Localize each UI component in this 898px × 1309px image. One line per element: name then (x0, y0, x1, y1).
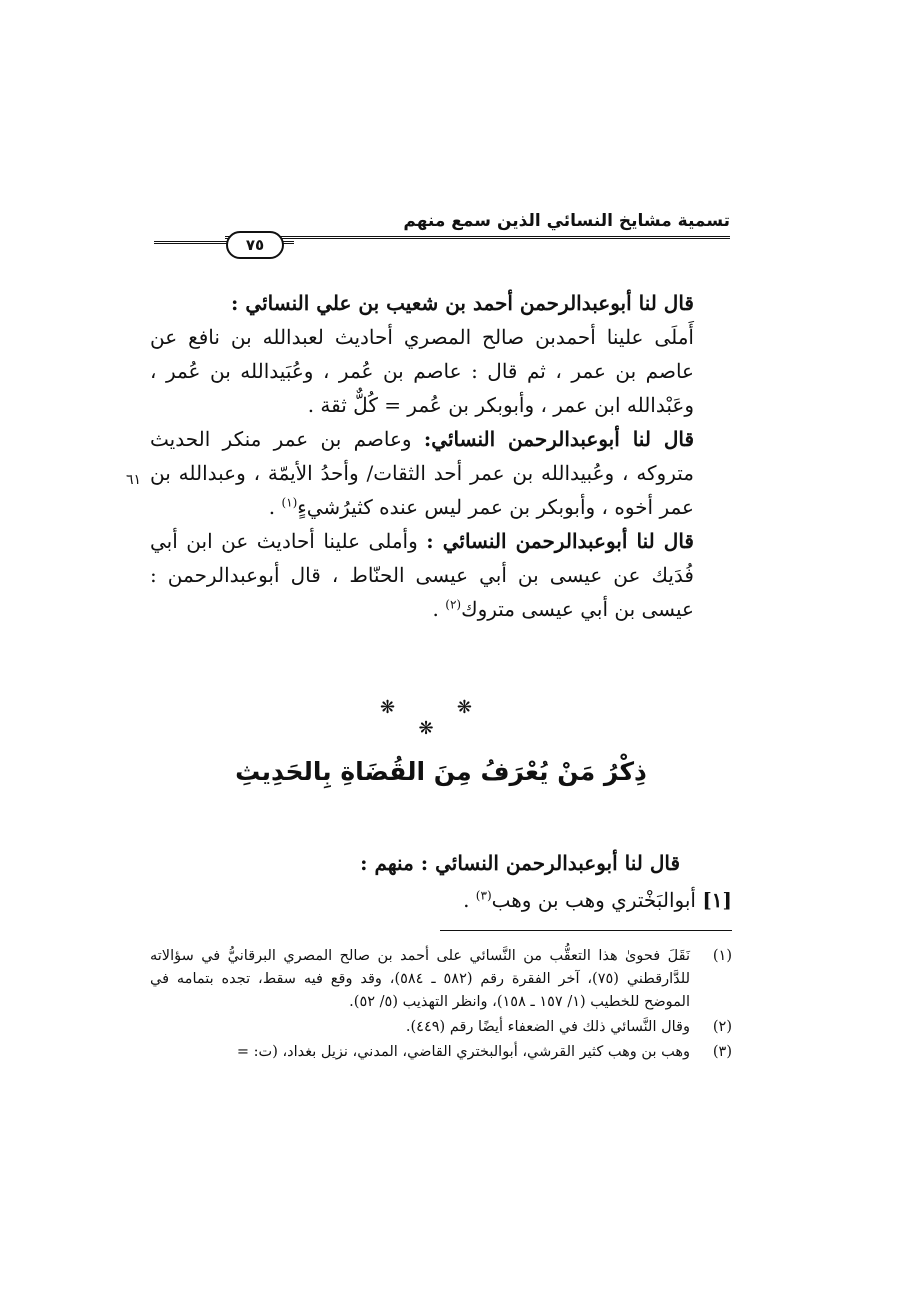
footnote-text: نَقَلَ فحوىٰ هذا التعقُّب من النَّسائي على أحمد بن صالح المصري البرقانيُّ في سؤالاته للدَّارقطني (٧٥)، آخر الفقرة رقم (٥٨٢ ـ ٥٨٤)، وقد وقع فيه سقط، تجده بتمامه في الموضح للخطيب (١/ ١٥٧ ـ ١٥٨)، وانظر التهذيب (٥/ ٥٢). (150, 948, 690, 1010)
page-number: ٧٥ (226, 231, 284, 259)
footnote-ref[interactable]: (١) (281, 495, 298, 510)
running-title: تسمية مشايخ النسائي الذين سمع منهم (403, 211, 730, 231)
entry-end: . (463, 888, 476, 912)
paragraph-end: . (432, 597, 446, 621)
entry-text: أبوالبَخْتري وهب بن وهب (491, 888, 696, 912)
paragraph-text: أَملَى علينا أحمدبن صالح المصري أحاديث لعبدالله بن نافع عن عاصم بن عمر ، ثم قال : عاصم بن عُمر ، وعُبَيدالله بن عُمر ، وعَبْدالله ابن عمر ، وأبوبكر بن عُمر = كُلٌّ ثقة . (150, 325, 694, 417)
entry-number: [١] (702, 888, 732, 912)
paragraph-text: وأملى علينا أحاديث عن ابن أبي فُدَيك عن عيسى بن أبي عيسى الحنّاط ، قال أبوعبدالرحمن : عيسى بن أبي عيسى متروك (150, 529, 694, 621)
paragraph-lead: قال لنا أبوعبدالرحمن النسائي: (423, 427, 695, 451)
section-intro (340, 845, 680, 881)
footnote (150, 1041, 732, 1064)
section-intro-text: قال لنا أبوعبدالرحمن النسائي : منهم : (360, 851, 680, 875)
footnote-number: (١) (712, 948, 732, 964)
paragraph-lead: قال لنا أبوعبدالرحمن النسائي : (426, 529, 694, 553)
section-separator: ❋ ❋ ❋ (380, 697, 500, 739)
main-text (150, 286, 732, 626)
footnote-ref[interactable]: (٢) (445, 597, 462, 612)
paragraph-text: وعاصم بن عمر منكر الحديث متروكه ، وعُبيدالله بن عمر أحد الثقات/ وأحدُ الأيمّة ، وعبدالله بن عمر أخوه ، وأبوبكر بن عمر ليس عنده كثيرُشيءٍ (150, 427, 694, 519)
footnote-number: (٣) (712, 1044, 732, 1060)
footnote (150, 1016, 732, 1039)
entry-line (340, 882, 732, 918)
footnote-text: وهب بن وهب كثير القرشي، أبوالبختري القاضي، المدني، نزيل بغداد، (ت: = (236, 1044, 690, 1060)
footnote-number: (٢) (712, 1019, 732, 1035)
paragraph-3 (150, 524, 732, 626)
page-number-ornament (154, 231, 294, 257)
paragraph-2 (150, 422, 732, 524)
footnotes (150, 945, 732, 1066)
footnote-text: وقال النَّسائي ذلك في الضعفاء أيضًا رقم (٤٤٩). (405, 1019, 690, 1035)
paragraph-end: . (268, 495, 282, 519)
paragraph-1 (150, 320, 732, 422)
paragraph-1-lead (150, 286, 732, 320)
paragraph-lead: قال لنا أبوعبدالرحمن أحمد بن شعيب بن علي النسائي : (231, 291, 694, 315)
header-rule (225, 236, 730, 239)
footnote (150, 945, 732, 1014)
margin-page-marker: ٦١ (126, 472, 142, 488)
footnote-ref[interactable]: (٣) (475, 888, 492, 903)
section-title: ذِكْرُ مَنْ يُعْرَفُ مِنَ القُضَاةِ بِالحَدِيثِ (235, 757, 647, 786)
footnote-rule (440, 930, 732, 931)
